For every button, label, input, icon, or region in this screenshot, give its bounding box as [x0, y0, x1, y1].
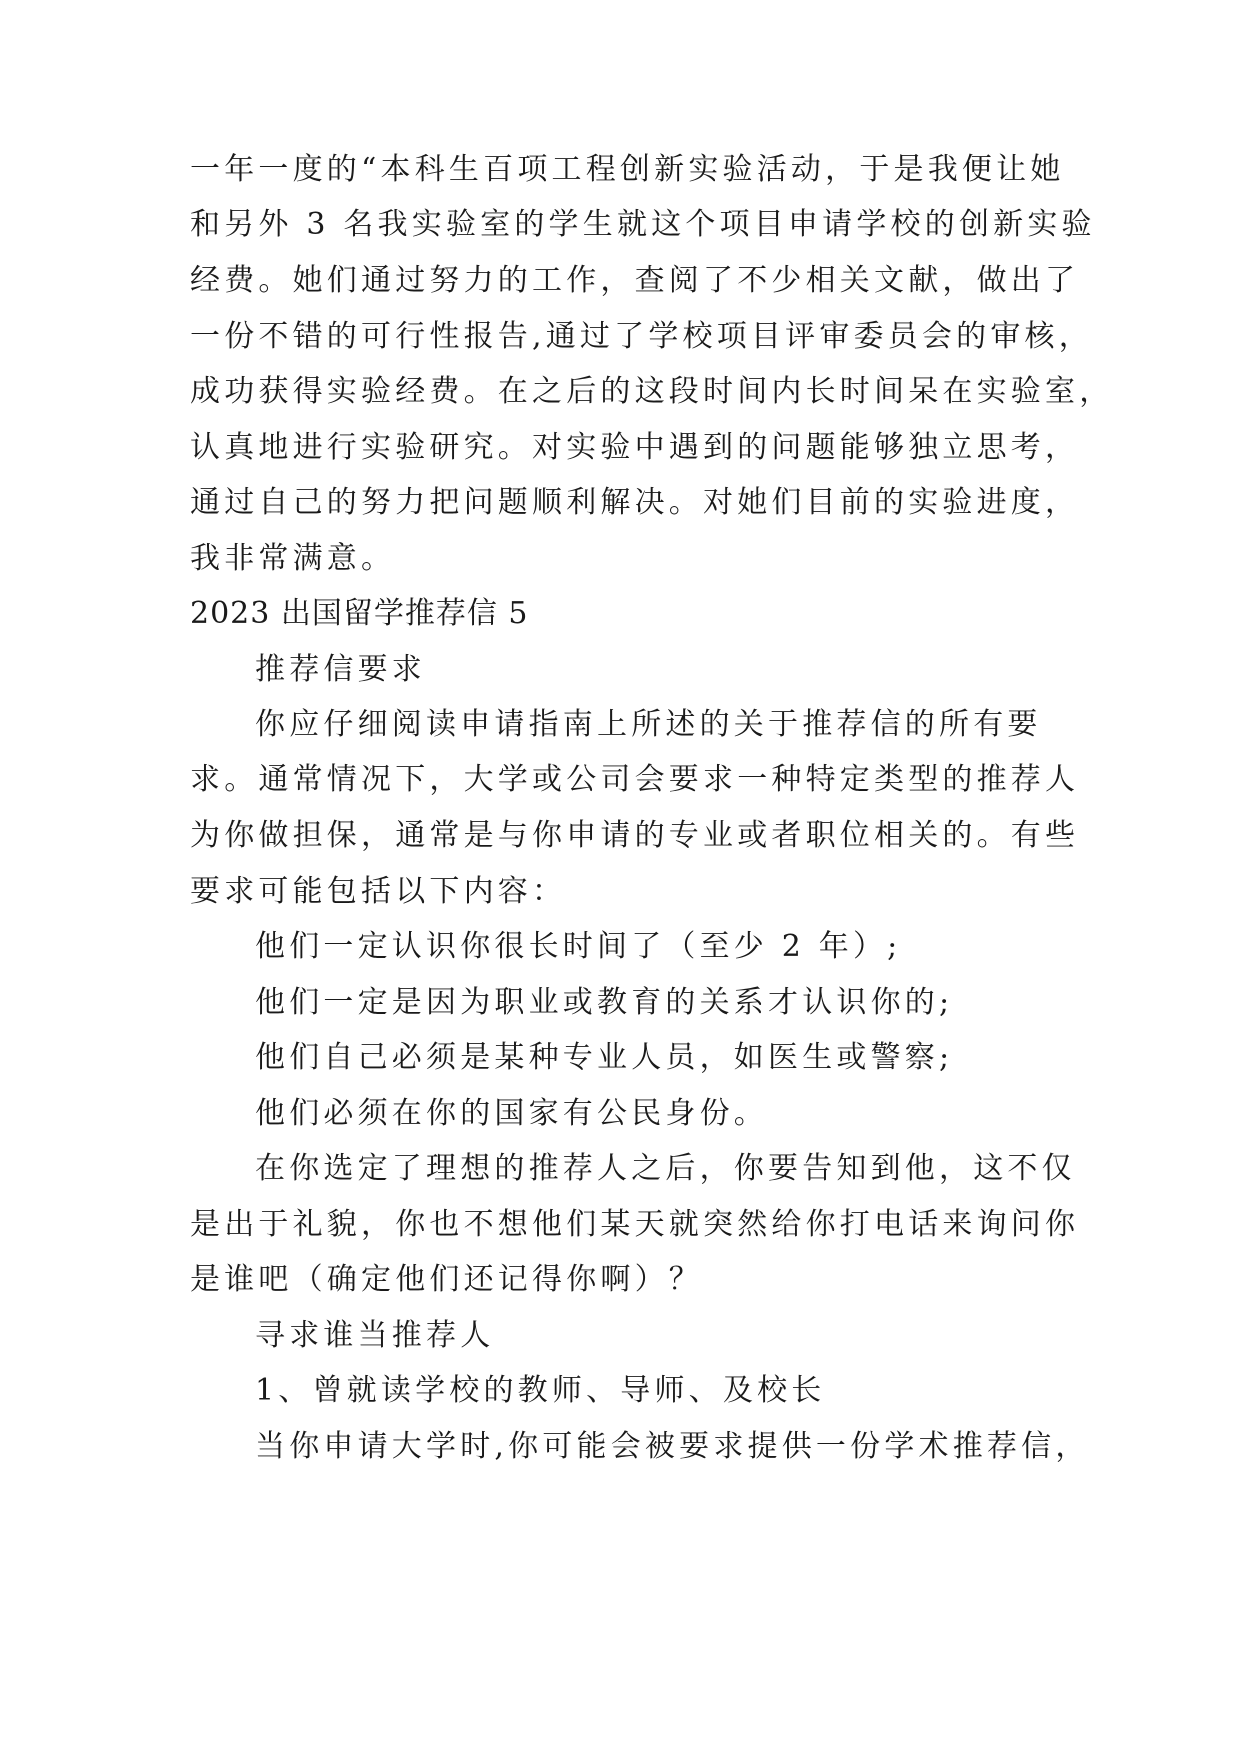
body-text-line: 为你做担保，通常是与你申请的专业或者职位相关的。有些 [190, 818, 1080, 853]
body-text-line: 认真地进行实验研究。对实验中遇到的问题能够独立思考， [190, 430, 1080, 465]
subheading: 寻求谁当推荐人 [255, 1318, 495, 1353]
body-text-line: 在你选定了理想的推荐人之后，你要告知到他，这不仅 [255, 1151, 1076, 1186]
section-heading: 2023 出国留学推荐信 5 [190, 596, 529, 631]
list-item: 他们必须在你的国家有公民身份。 [255, 1096, 768, 1131]
list-item: 他们一定认识你很长时间了（至少 2 年）; [255, 929, 902, 964]
body-text-line: 经费。她们通过努力的工作，查阅了不少相关文献，做出了 [190, 263, 1080, 298]
body-text-line: 要求可能包括以下内容： [190, 874, 567, 909]
list-item: 他们一定是因为职业或教育的关系才认识你的; [255, 985, 954, 1020]
body-text-line: 当你申请大学时,你可能会被要求提供一份学术推荐信， [255, 1429, 1090, 1464]
list-item: 他们自己必须是某种专业人员，如医生或警察; [255, 1040, 954, 1075]
body-text-line: 一年一度的“本科生百项工程创新实验活动，于是我便让她 [190, 152, 1065, 187]
body-text-line: 我非常满意。 [190, 541, 396, 576]
body-text-line: 你应仔细阅读申请指南上所述的关于推荐信的所有要 [255, 707, 1042, 742]
body-text-line: 一份不错的可行性报告,通过了学校项目评审委员会的审核， [190, 319, 1093, 354]
body-text-line: 求。通常情况下，大学或公司会要求一种特定类型的推荐人 [190, 762, 1080, 797]
numbered-item: 1、曾就读学校的教师、导师、及校长 [255, 1373, 826, 1408]
body-text-line: 是出于礼貌，你也不想他们某天就突然给你打电话来询问你 [190, 1207, 1080, 1242]
body-text-line: 成功获得实验经费。在之后的这段时间内长时间呆在实验室， [190, 374, 1114, 409]
body-text-line: 通过自己的努力把问题顺利解决。对她们目前的实验进度， [190, 485, 1080, 520]
body-text-line: 和另外 3 名我实验室的学生就这个项目申请学校的创新实验 [190, 207, 1096, 242]
body-text-line: 是谁吧（确定他们还记得你啊）？ [190, 1262, 703, 1297]
subheading: 推荐信要求 [255, 652, 426, 687]
